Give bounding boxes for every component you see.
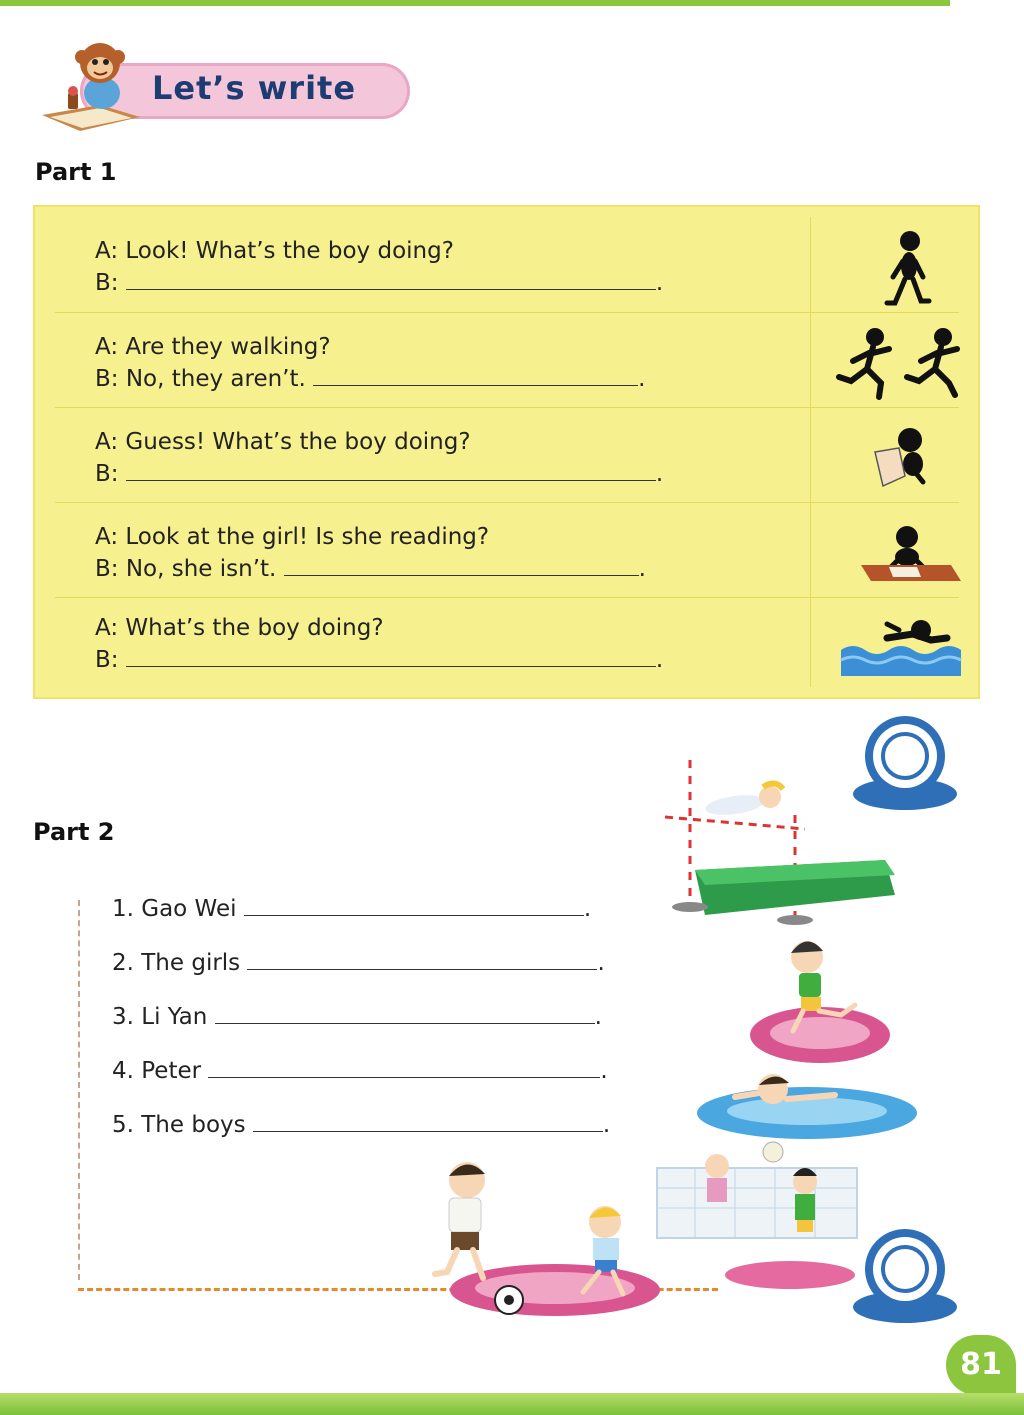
question-line: A: Are they walking?: [95, 334, 331, 360]
table-row: A: What’s the boy doing? B: .: [55, 597, 959, 687]
table-row: A: Guess! What’s the boy doing? B: .: [55, 407, 959, 502]
answer-blank[interactable]: [126, 460, 656, 481]
header-title: Let’s write: [152, 69, 357, 107]
answer-blank[interactable]: [247, 949, 597, 970]
answer-prefix: B: No, they aren’t.: [95, 366, 306, 392]
top-border: [0, 0, 950, 6]
subject-label: 2. The girls: [112, 950, 241, 976]
table-row: A: Are they walking? B: No, they aren’t. .: [55, 312, 959, 407]
subject-label: 5. The boys: [112, 1112, 246, 1138]
column-divider: [810, 503, 811, 597]
column-divider: [810, 598, 811, 687]
answer-blank[interactable]: [126, 269, 656, 290]
table-row: A: Look at the girl! Is she reading? B: No, she isn’t. .: [55, 502, 959, 597]
high-jump-illustration: [655, 755, 905, 930]
list-item: 2. The girls .: [112, 950, 605, 976]
answer-blank[interactable]: [244, 895, 584, 916]
subject-label: 3. Li Yan: [112, 1004, 208, 1030]
answer-prefix: B:: [95, 270, 119, 296]
table-row: A: Look! What’s the boy doing? B: .: [55, 217, 959, 312]
part1-table: [33, 205, 980, 699]
page-number: 81: [946, 1335, 1016, 1395]
reading-boy-icon: [825, 412, 975, 500]
subject-label: 1. Gao Wei: [112, 896, 237, 922]
answer-prefix: B: No, she isn’t.: [95, 556, 277, 582]
answer-prefix: B:: [95, 461, 119, 487]
list-item: 1. Gao Wei .: [112, 896, 592, 922]
part2-heading: Part 2: [33, 818, 115, 846]
dashed-border-left: [78, 900, 80, 1280]
walking-boy-icon: [825, 221, 975, 309]
subject-label: 4. Peter: [112, 1058, 202, 1084]
answer-blank[interactable]: [284, 555, 639, 576]
answer-blank[interactable]: [313, 365, 638, 386]
column-divider: [810, 313, 811, 407]
column-divider: [810, 408, 811, 502]
bottom-border: [0, 1393, 1024, 1415]
answer-blank[interactable]: [126, 646, 656, 667]
answer-prefix: B:: [95, 647, 119, 673]
swimming-boy-illustration: [695, 1065, 920, 1145]
part1-heading: Part 1: [35, 158, 117, 186]
running-girl-illustration: [745, 935, 905, 1070]
question-line: A: Look at the girl! Is she reading?: [95, 524, 490, 550]
answer-blank[interactable]: [253, 1111, 603, 1132]
monkey-mascot-icon: [40, 35, 160, 135]
soccer-illustration: [405, 1160, 665, 1325]
swimming-boy-icon: [825, 600, 975, 688]
section-header: [40, 35, 380, 135]
question-line: A: Look! What’s the boy doing?: [95, 238, 454, 264]
list-item: 4. Peter .: [112, 1058, 608, 1084]
answer-blank[interactable]: [208, 1057, 600, 1078]
question-line: A: Guess! What’s the boy doing?: [95, 429, 471, 455]
question-line: A: What’s the boy doing?: [95, 615, 384, 641]
column-divider: [810, 217, 811, 312]
list-item: 3. Li Yan .: [112, 1004, 602, 1030]
answer-blank[interactable]: [215, 1003, 595, 1024]
list-item: 5. The boys .: [112, 1112, 611, 1138]
writing-girl-icon: [825, 507, 975, 595]
volleyball-illustration: [655, 1140, 865, 1290]
running-kids-icon: [825, 317, 975, 405]
group-assessment-badge-icon: [850, 1225, 960, 1325]
